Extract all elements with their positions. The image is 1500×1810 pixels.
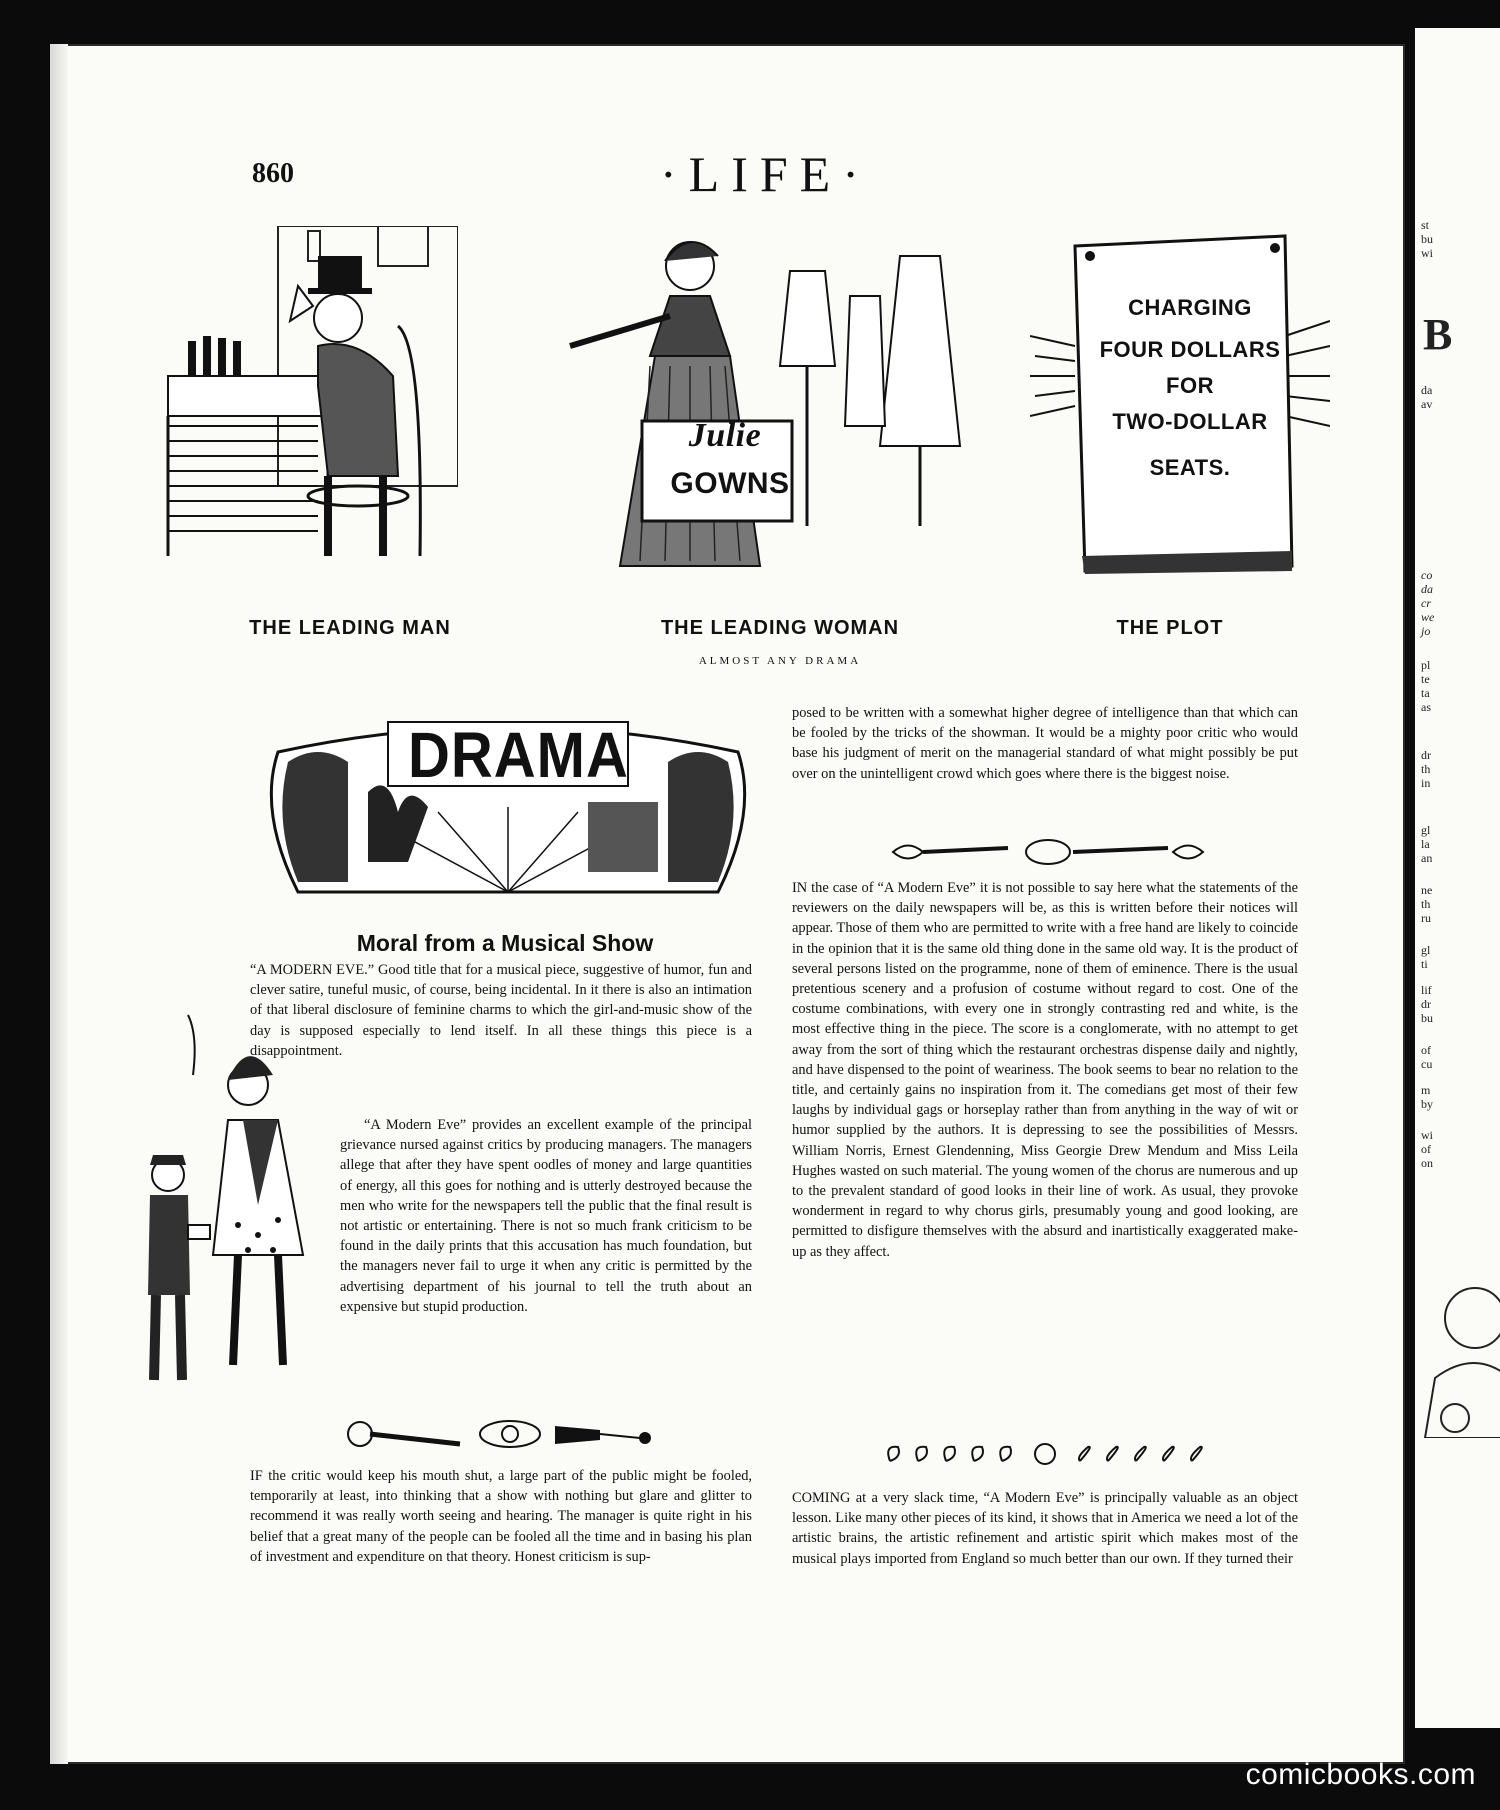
decorative-divider-icon: [880, 1441, 1210, 1467]
caption-leading-woman: THE LEADING WOMAN: [660, 617, 900, 639]
subcaption: ALMOST ANY DRAMA: [698, 655, 862, 667]
fragment-text: pl te ta as: [1421, 658, 1431, 714]
page-binding-edge: [50, 44, 68, 1764]
article-column-left-middle: [340, 1115, 752, 1317]
fragment-text: m by: [1421, 1083, 1433, 1111]
fragment-text: st bu wi: [1421, 218, 1433, 260]
leading-man-illustration: [158, 226, 458, 586]
fragment-dropcap: B: [1423, 310, 1453, 359]
fragment-text: co da cr we jo: [1421, 568, 1435, 638]
shop-sign-word: GOWNS: [670, 467, 790, 500]
article-column-right-upper: [792, 703, 1298, 784]
poster-line-3: FOR: [1166, 373, 1214, 398]
fragment-text: da av: [1421, 383, 1433, 411]
masthead-title: ·LIFE·: [660, 146, 871, 202]
caption-leading-man: THE LEADING MAN: [249, 617, 451, 639]
fragment-text: gl la an: [1421, 823, 1433, 865]
paragraph-4: posed to be written with a somewhat higher degree of intelligence than that which can be fooled by the tricks of the showman. It would be a mighty poor critic who would base his judgment of merit on the managerial standard of what might possibly be put over on the unintelligent crowd which goes where there is the biggest noise.: [792, 705, 1298, 782]
fragment-text: wi of on: [1421, 1128, 1433, 1170]
adjacent-page-fragment: [1405, 28, 1500, 1728]
fragment-text: gl ti: [1421, 943, 1431, 971]
drama-banner-title: DRAMA: [408, 719, 629, 792]
decorative-divider-icon: [888, 834, 1208, 870]
fragment-text: lif dr bu: [1421, 983, 1433, 1025]
article-title: Moral from a Musical Show: [356, 930, 654, 956]
reporter-and-chorus-girl-illustration: [128, 1005, 338, 1400]
decorative-divider-icon: [340, 1416, 660, 1452]
page-number: 860: [252, 158, 294, 189]
poster-line-4: TWO-DOLLAR: [1112, 409, 1268, 434]
paragraph-6: COMING at a very slack time, “A Modern Eve” is principally valuable as an object lesson. Like many other pieces of its kind, it shows that in America we need a lot of the artistic brains, the artistic refinement and artistic spirit which makes most of the musical plays imported from England so much better than our own. If they turned their: [792, 1490, 1298, 1567]
paragraph-3: IF the critic would keep his mouth shut, a large part of the public might be fooled, temporarily at least, into thinking that a show with nothing but glare and glitter to recommend it was really worth seeing and hearing. The manager is quite right in his belief that a great many of the people can be fooled all the time and in basing his plan of investment and expenditure on that theory. Honest criticism is sup-: [250, 1468, 752, 1565]
watermark: comicbooks.com: [1245, 1758, 1476, 1791]
fragment-illustration: [1415, 1268, 1500, 1438]
caption-plot: THE PLOT: [1116, 617, 1224, 639]
poster-line-1: CHARGING: [1128, 295, 1252, 320]
fragment-text: dr th in: [1421, 748, 1431, 790]
paragraph-1: “A MODERN EVE.” Good title that for a musical piece, suggestive of humor, fun and clever satire, tuneful music, of course, being incidental. In it there is also an intimation of that liberal disclosure of feminine charms to which the girl-and-music show of the day is supposed especially to lend itself. In all these things this piece is a disappointment.: [250, 962, 752, 1059]
shop-sign-script: Julie: [688, 417, 762, 454]
leading-woman-illustration: [560, 226, 990, 586]
fragment-text: ne th ru: [1421, 883, 1433, 925]
paragraph-2: “A Modern Eve” provides an excellent example of the principal grievance nursed against critics by producing managers. The managers allege that after they have spent oodles of money and large quantities of energy, all this goes for nothing and is utterly destroyed because the men who write for the newspapers tell the public that the final result is not artistic or entertaining. There is not so much frank criticism to be found in the daily prints that this accusation has much foundation, but the managers never fail to urge it when any critic is permitted by the advertising department of his journal to tell the truth about an expensive but stupid production.: [340, 1117, 752, 1315]
article-column-left-upper: [250, 960, 752, 1061]
article-column-right-lower: [792, 1488, 1298, 1569]
article-column-left-lower: [250, 1466, 752, 1567]
article-column-right-middle: [792, 878, 1298, 1262]
paragraph-5: IN the case of “A Modern Eve” it is not possible to say here what the statements of the reviewers on the daily newspapers will be, as this is written before their notices will appear. Those of them who are permitted to write with a free hand are likely to coincide in the opinion that it is the same old thing done in the same old way. It is the product of several persons listed on the programme, none of them of eminence. There is the usual pretentious scenery and a profusion of costume without regard to cost. One of the costume combinations, with every one in strongly contrasting red and white, is the most effective thing in the piece. The score is a conglomerate, with no attempt to get away from the sort of thing which the restaurant orchestras dispense daily and nightly, and have dispensed to the point of weariness. The book seems to bear no relation to the title, and certainly gains no inspiration from it. The comedians get most of their few laughs by individual gags or horseplay rather than from anything in the way of wit or humor supplied by the authors. It is depressing to see the possibilities of Messrs. William Norris, Ernest Glendenning, Miss Georgie Drew Mendum and Miss Leila Hughes wasted on such material. The young women of the chorus are numerous and up to the prevalent standard of good looks in their line of work. As usual, they provoke wonderment in regard to why chorus girls, presumably young and good looking, are permitted to disfigure themselves with the absurd and inartistically exaggerated make-up as they affect.: [792, 880, 1298, 1260]
poster-line-2: FOUR DOLLARS: [1099, 337, 1281, 362]
poster-line-5: SEATS.: [1149, 455, 1231, 480]
fragment-text: of cu: [1421, 1043, 1433, 1071]
